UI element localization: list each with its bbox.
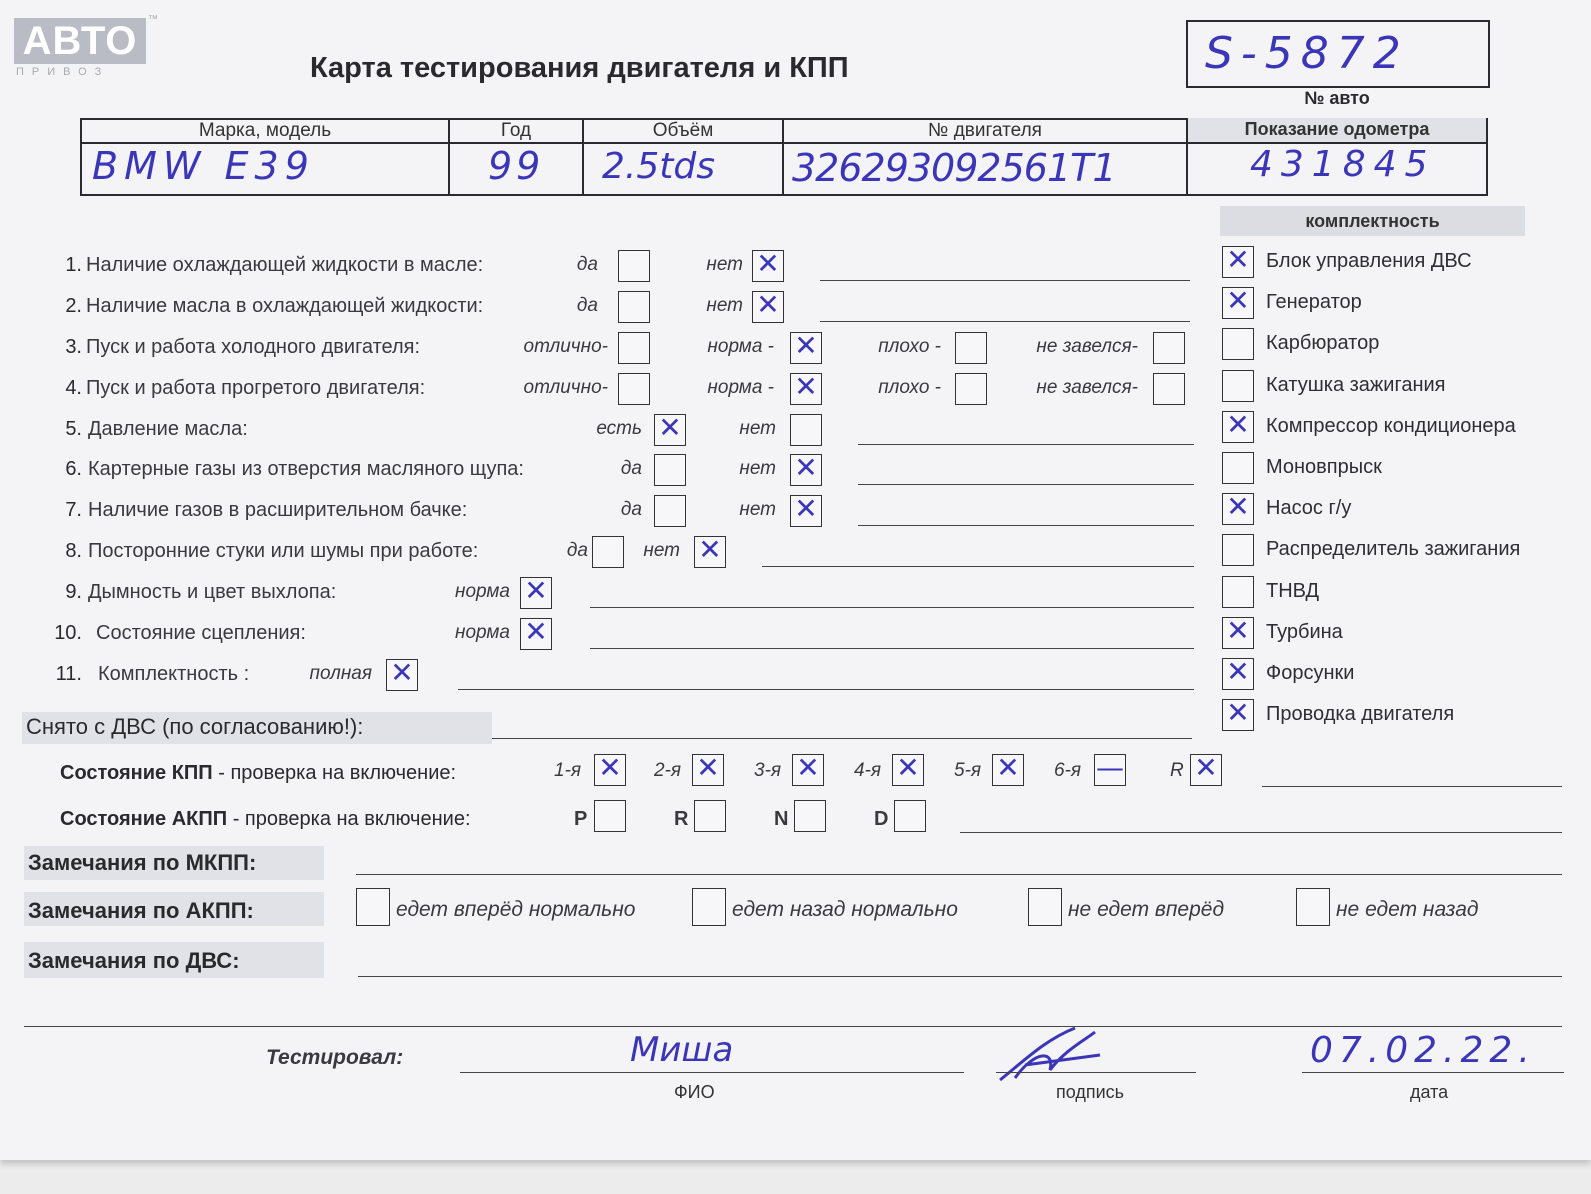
akpp-remark-1-checkbox[interactable] (356, 888, 390, 926)
question-11-number: 11. (55, 663, 82, 685)
kit-item-10-checkbox[interactable] (1222, 613, 1254, 649)
kit-item-6-label: Моновпрыск (1266, 456, 1382, 478)
question-8-option-2-checkbox-mark: ✕ (698, 533, 722, 566)
question-2-option-2-checkbox-mark: ✕ (756, 288, 780, 321)
kit-item-11-label: Форсунки (1266, 662, 1355, 684)
kit-item-1-checkbox[interactable] (1222, 243, 1254, 278)
kpp-gear-1-label: 1-я (554, 760, 582, 781)
question-6-option-2-label: нет (739, 458, 776, 479)
question-7-comment-line[interactable] (858, 525, 1194, 526)
kpp-gear-3-checkbox-mark: ✕ (796, 751, 820, 784)
question-6-text: Картерные газы из отверстия масляного щупа: (88, 458, 524, 480)
question-2-option-2-label: нет (706, 295, 743, 316)
kpp-label-rest: - проверка на включение: (212, 762, 457, 784)
kit-item-5-label: Компрессор кондиционера (1266, 414, 1516, 437)
kit-item-12-checkbox[interactable] (1222, 696, 1254, 731)
question-2-comment-line[interactable] (820, 321, 1190, 322)
name-caption: ФИО (674, 1082, 715, 1102)
kit-item-1-checkbox-mark: ✕ (1226, 243, 1250, 276)
question-10-number: 10. (54, 622, 82, 644)
question-5-option-1-checkbox-mark: ✕ (658, 411, 682, 444)
remarks-mkpp-label: Замечания по МКПП: (28, 850, 257, 875)
question-6-option-2-checkbox[interactable] (790, 451, 822, 486)
kit-title: комплектность (1220, 206, 1525, 236)
kpp-gear-7-checkbox[interactable] (1190, 751, 1222, 786)
kpp-label (60, 762, 456, 785)
kit-item-12-label: Проводка двигателя (1266, 703, 1455, 726)
date-value: 07.02.22. (1310, 1030, 1536, 1071)
question-4-option-3-checkbox[interactable] (955, 373, 987, 405)
logo-subtitle: ПРИВОЗ (16, 66, 110, 78)
question-1-option-2-checkbox[interactable] (752, 247, 784, 282)
signature-caption: подпись (1056, 1082, 1125, 1102)
question-8-text: Посторонние стуки или шумы при работе: (88, 540, 479, 562)
question-2-option-1-label: да (576, 295, 598, 316)
question-8-option-1-label: да (566, 540, 588, 561)
question-2-text: Наличие масла в охлаждающей жидкости: (86, 295, 484, 317)
kit-item-1-label: Блок управления ДВС (1266, 250, 1472, 272)
kpp-gear-5-checkbox-mark: ✕ (996, 751, 1020, 784)
kit-item-2-checkbox[interactable] (1222, 284, 1254, 319)
kit-item-4-checkbox[interactable] (1222, 370, 1254, 402)
kpp-gear-2-checkbox[interactable] (692, 751, 724, 786)
kit-item-8-checkbox[interactable] (1222, 534, 1254, 566)
question-4-option-4-label: не завелся- (1036, 377, 1138, 398)
logo-text: АВТО (22, 19, 138, 63)
akpp-mode-4-checkbox[interactable] (894, 800, 926, 832)
akpp-remark-2-checkbox[interactable] (692, 888, 726, 926)
akpp-mode-4-label: D (874, 808, 889, 830)
kpp-gear-1-checkbox[interactable] (594, 751, 626, 786)
question-1-text: Наличие охлаждающей жидкости в масле: (86, 254, 484, 276)
question-7-option-2-checkbox-mark: ✕ (794, 492, 818, 525)
kpp-gear-6-checkbox[interactable] (1094, 751, 1126, 786)
question-5-number: 5. (65, 418, 82, 440)
value-year: 99 (488, 144, 545, 188)
kit-item-3-checkbox[interactable] (1222, 328, 1254, 360)
question-11-option-1-checkbox-mark: ✕ (390, 656, 414, 689)
question-6-option-2-checkbox-mark: ✕ (794, 451, 818, 484)
question-4-option-1-checkbox[interactable] (618, 373, 650, 405)
value-make-model: BMW E39 (92, 144, 315, 188)
car-number-label: № авто (1304, 88, 1370, 108)
question-3-option-1-label: отлично- (523, 336, 608, 357)
question-3-option-2-checkbox-mark: ✕ (794, 329, 818, 362)
question-3-option-2-checkbox[interactable] (790, 329, 822, 364)
kpp-gear-6-checkbox-mark: — (1096, 751, 1124, 784)
question-6-number: 6. (65, 458, 82, 480)
kit-item-11-checkbox[interactable] (1222, 655, 1254, 690)
kit-item-12-checkbox-mark: ✕ (1226, 696, 1250, 730)
question-9-option-1-checkbox[interactable] (520, 574, 552, 609)
question-7-text: Наличие газов в расширительном бачке: (88, 499, 468, 521)
kit-item-5-checkbox-mark: ✕ (1226, 407, 1250, 441)
kpp-gear-5-checkbox[interactable] (992, 751, 1024, 786)
signature-image (995, 1020, 1115, 1090)
question-8-number: 8. (65, 540, 82, 562)
question-11-option-1-checkbox[interactable] (386, 656, 418, 691)
date-caption: дата (1410, 1082, 1449, 1102)
tester-name: Миша (630, 1030, 734, 1070)
col-volume: Объём (652, 120, 714, 141)
question-6-option-1-label: да (620, 458, 642, 479)
removed-label: Снято с ДВС (по согласованию!): (26, 714, 364, 739)
akpp-mode-1-label: P (574, 808, 588, 830)
question-3-option-4-checkbox[interactable] (1153, 332, 1185, 364)
question-3-option-4-label: не завелся- (1036, 336, 1138, 357)
kit-item-10-label: Турбина (1266, 620, 1343, 643)
akpp-remark-4-checkbox[interactable] (1296, 888, 1330, 926)
kit-item-7-checkbox-mark: ✕ (1226, 490, 1250, 524)
car-number-value: S-5872 (1205, 28, 1409, 79)
akpp-remark-1-label: едет вперёд нормально (396, 898, 636, 921)
akpp-label (60, 808, 471, 831)
question-9-comment-line[interactable] (590, 607, 1194, 608)
question-5-comment-line[interactable] (858, 444, 1194, 445)
kit-item-4-label: Катушка зажигания (1266, 373, 1446, 396)
question-3-option-3-label: плохо - (878, 336, 941, 357)
kit-item-5-checkbox[interactable] (1222, 407, 1254, 443)
akpp-mode-2-checkbox[interactable] (694, 800, 726, 832)
question-1-number: 1. (65, 254, 82, 276)
kit-item-2-label: Генератор (1266, 291, 1362, 314)
question-5-option-2-label: нет (739, 418, 776, 439)
question-10-option-1-checkbox[interactable] (520, 615, 552, 650)
kit-item-9-checkbox[interactable] (1222, 576, 1254, 608)
question-10-text: Состояние сцепления: (96, 622, 306, 644)
question-5-option-2-checkbox[interactable] (790, 414, 822, 446)
question-4-option-2-checkbox-mark: ✕ (794, 370, 818, 403)
remarks-dvs-label: Замечания по ДВС: (28, 948, 240, 973)
akpp-remark-4-label: не едет назад (1336, 898, 1479, 921)
kit-item-8-label: Распределитель зажигания (1266, 538, 1521, 561)
question-11-comment-line[interactable] (458, 689, 1194, 690)
question-10-option-1-checkbox-mark: ✕ (524, 615, 548, 648)
question-7-number: 7. (65, 499, 82, 521)
kit-item-10-checkbox-mark: ✕ (1226, 613, 1250, 647)
question-3-option-1-checkbox[interactable] (618, 332, 650, 364)
logo (14, 18, 146, 64)
question-1-option-2-label: нет (706, 254, 743, 275)
question-8-option-2-label: нет (643, 540, 680, 561)
col-engine-number: № двигателя (928, 120, 1042, 141)
question-1-comment-line[interactable] (820, 280, 1190, 281)
akpp-remark-3-label: не едет вперёд (1068, 898, 1225, 921)
kit-item-3-label: Карбюратор (1266, 332, 1380, 355)
akpp-remark-2-label: едет назад нормально (732, 898, 958, 921)
question-3-text: Пуск и работа холодного двигателя: (86, 336, 421, 358)
kpp-gear-4-checkbox-mark: ✕ (896, 751, 920, 784)
question-7-option-1-label: да (620, 499, 642, 520)
kit-item-7-checkbox[interactable] (1222, 490, 1254, 525)
question-1-option-2-checkbox-mark: ✕ (756, 247, 780, 280)
value-engine-number: 326293092561T1 (792, 146, 1116, 190)
question-8-option-2-checkbox[interactable] (694, 533, 726, 568)
remarks-akpp-label: Замечания по АКПП: (28, 898, 254, 923)
question-4-option-4-checkbox[interactable] (1153, 373, 1185, 405)
value-odometer: 431845 (1250, 144, 1436, 185)
logo-tm: ™ (148, 14, 158, 25)
akpp-mode-3-checkbox[interactable] (794, 800, 826, 832)
kpp-gear-5-label: 5-я (954, 760, 982, 781)
akpp-mode-2-label: R (674, 808, 689, 830)
akpp-mode-1-checkbox[interactable] (594, 800, 626, 832)
kpp-gear-4-label: 4-я (854, 760, 882, 781)
akpp-remark-3-checkbox[interactable] (1028, 888, 1062, 926)
tested-label: Тестировал: (266, 1046, 404, 1069)
question-4-option-3-label: плохо - (878, 377, 941, 398)
value-volume: 2.5tds (602, 146, 715, 187)
kpp-label-bold: Состояние КПП (60, 762, 213, 784)
kpp-gear-1-checkbox-mark: ✕ (598, 751, 622, 784)
question-8-comment-line[interactable] (762, 566, 1194, 567)
kpp-gear-3-label: 3-я (754, 760, 782, 781)
question-7-option-2-checkbox[interactable] (790, 492, 822, 527)
kpp-gear-2-label: 2-я (654, 760, 682, 781)
question-9-number: 9. (65, 581, 82, 603)
question-1-option-1-label: да (576, 254, 598, 275)
kit-item-11-checkbox-mark: ✕ (1226, 655, 1250, 688)
question-4-option-2-checkbox[interactable] (790, 370, 822, 405)
kit-item-2-checkbox-mark: ✕ (1226, 284, 1250, 318)
kpp-gear-7-label: R (1170, 760, 1184, 781)
page-title: Карта тестирования двигателя и КПП (310, 52, 849, 84)
question-9-text: Дымность и цвет выхлопа: (88, 581, 337, 603)
question-4-text: Пуск и работа прогретого двигателя: (86, 377, 426, 399)
kpp-gear-4-checkbox[interactable] (892, 751, 924, 786)
kpp-gear-7-checkbox-mark: ✕ (1194, 751, 1218, 784)
kpp-gear-3-checkbox[interactable] (792, 751, 824, 786)
kpp-gear-2-checkbox-mark: ✕ (696, 751, 720, 784)
question-6-comment-line[interactable] (858, 484, 1194, 485)
question-9-option-1-checkbox-mark: ✕ (524, 574, 548, 607)
akpp-label-rest: - проверка на включение: (227, 808, 471, 830)
question-10-comment-line[interactable] (590, 648, 1194, 649)
question-11-text: Комплектность : (98, 663, 250, 685)
question-2-number: 2. (65, 295, 82, 317)
question-3-number: 3. (65, 336, 82, 358)
question-7-option-2-label: нет (739, 499, 776, 520)
question-11-option-1-label: полная (309, 663, 372, 684)
kit-item-9-label: ТНВД (1266, 579, 1320, 602)
kpp-gear-6-label: 6-я (1054, 760, 1082, 781)
question-10-option-1-label: норма (455, 622, 510, 643)
col-make-model: Марка, модель (198, 120, 332, 141)
question-5-option-1-label: есть (596, 418, 642, 439)
kit-item-6-checkbox[interactable] (1222, 452, 1254, 484)
col-odometer: Показание одометра (1244, 119, 1430, 139)
question-9-option-1-label: норма (455, 581, 510, 602)
col-year: Год (500, 120, 532, 141)
question-4-option-1-label: отлично- (523, 377, 608, 398)
question-2-option-2-checkbox[interactable] (752, 288, 784, 323)
question-5-text: Давление масла: (88, 418, 248, 440)
question-3-option-3-checkbox[interactable] (955, 332, 987, 364)
akpp-label-bold: Состояние АКПП (60, 808, 228, 830)
question-3-option-2-label: норма - (707, 336, 774, 357)
question-4-number: 4. (65, 377, 82, 399)
akpp-mode-3-label: N (774, 808, 789, 830)
question-4-option-2-label: норма - (707, 377, 774, 398)
kit-item-7-label: Насос г/у (1266, 497, 1352, 520)
